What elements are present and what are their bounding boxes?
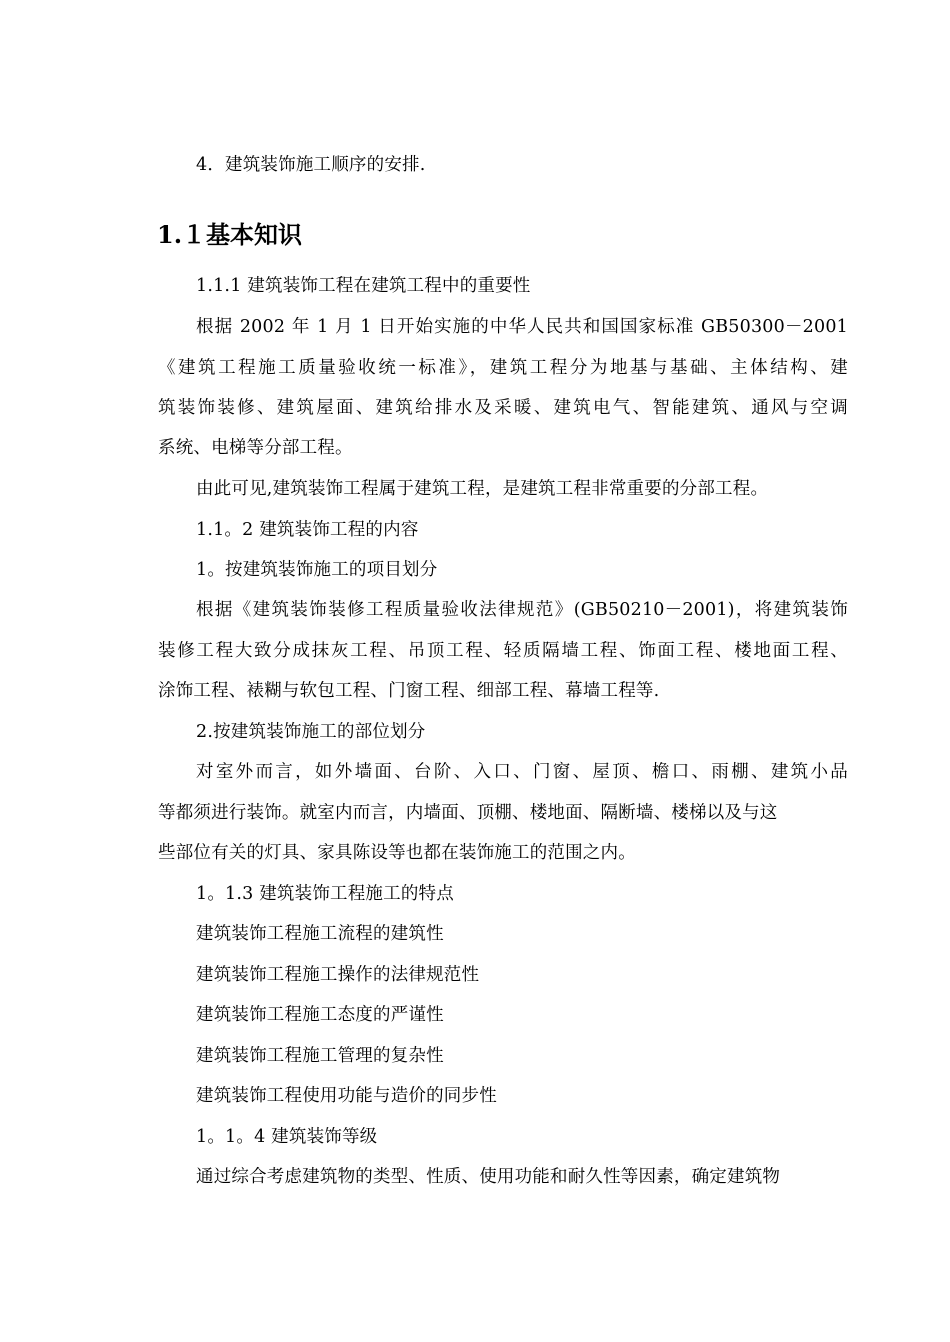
paragraph-line: 根据 2002 年 1 月 1 日开始实施的中华人民共和国国家标准 GB50300－2001 [196, 317, 848, 337]
paragraph-line: 涂饰工程、裱糊与软包工程、门窗工程、细部工程、幕墙工程等. [158, 681, 660, 701]
list-item-1: 1。按建筑装饰施工的项目划分 [196, 560, 438, 580]
subsection-1-1-2: 1.1。2 建筑装饰工程的内容 [196, 520, 419, 540]
paragraph-line: 《建筑工程施工质量验收统一标准》，建筑工程分为地基与基础、主体结构、建 [158, 358, 848, 378]
list-item-4: 4．建筑装饰施工顺序的安排. [196, 155, 426, 175]
paragraph-line: 等都须进行装饰。就室内而言，内墙面、顶棚、楼地面、隔断墙、楼梯以及与这 [158, 803, 778, 823]
list-item-2: 2.按建筑装饰施工的部位划分 [196, 722, 426, 742]
subsection-1-1-4: 1。1。4 建筑装饰等级 [196, 1127, 378, 1147]
paragraph-line: 对室外而言，如外墙面、台阶、入口、门窗、屋顶、檐口、雨棚、建筑小品 [196, 762, 848, 782]
subsection-1-1-3: 1。1.3 建筑装饰工程施工的特点 [196, 884, 454, 904]
paragraph-line: 通过综合考虑建筑物的类型、性质、使用功能和耐久性等因素，确定建筑物 [196, 1167, 781, 1187]
paragraph-line: 系统、电梯等分部工程。 [158, 438, 353, 458]
paragraph-line: 筑装饰装修、建筑屋面、建筑给排水及采暖、建筑电气、智能建筑、通风与空调 [158, 398, 848, 418]
paragraph-line: 由此可见,建筑装饰工程属于建筑工程，是建筑工程非常重要的分部工程。 [196, 479, 769, 499]
subsection-1-1-1: 1.1.1 建筑装饰工程在建筑工程中的重要性 [196, 276, 531, 296]
section-heading: 1.１基本知识 [157, 220, 303, 249]
feature-item: 建筑装饰工程施工流程的建筑性 [196, 924, 444, 944]
paragraph-line: 装修工程大致分成抹灰工程、吊顶工程、轻质隔墙工程、饰面工程、楼地面工程、 [158, 641, 848, 661]
paragraph-line: 根据《建筑装饰装修工程质量验收法律规范》(GB50210－2001)，将建筑装饰 [196, 600, 848, 620]
feature-item: 建筑装饰工程施工态度的严谨性 [196, 1005, 444, 1025]
feature-item: 建筑装饰工程施工操作的法律规范性 [196, 965, 480, 985]
paragraph-line: 些部位有关的灯具、家具陈设等也都在装饰施工的范围之内。 [158, 843, 636, 863]
feature-item: 建筑装饰工程使用功能与造价的同步性 [196, 1086, 497, 1106]
feature-item: 建筑装饰工程施工管理的复杂性 [196, 1046, 444, 1066]
